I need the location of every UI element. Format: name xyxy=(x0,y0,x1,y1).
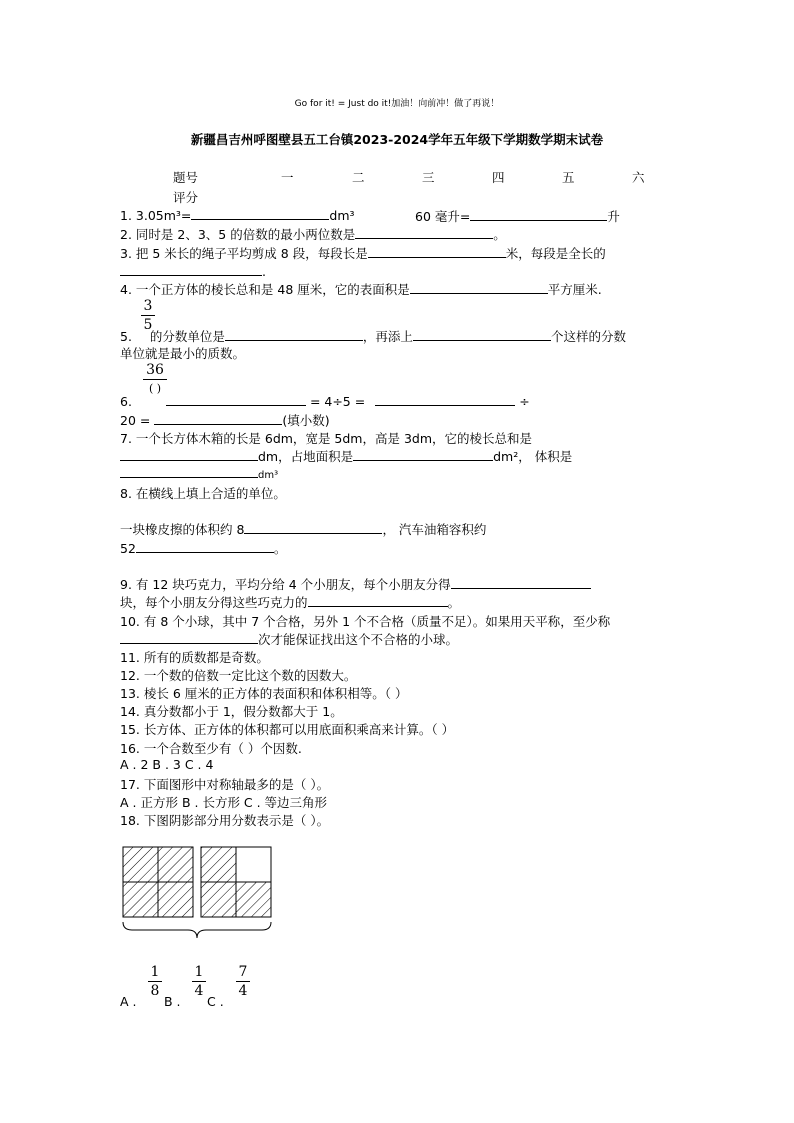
question-12: 12. 一个数的倍数一定比这个数的因数大。 xyxy=(120,668,357,683)
question-16-options[interactable]: A . 2 B . 3 C . 4 xyxy=(120,757,214,772)
q6-denominator: ( ) xyxy=(148,382,162,395)
q2-blank[interactable] xyxy=(355,226,493,239)
q2-text-a: 2. 同时是 2、3、5 的倍数的最小两位数是 xyxy=(120,227,356,242)
question-18: 18. 下图阴影部分用分数表示是（ ）。 xyxy=(120,813,330,828)
question-10-line2 xyxy=(120,630,458,648)
question-1-part2 xyxy=(415,207,620,225)
question-7-line2 xyxy=(120,447,572,465)
question-7: 7. 一个长方体木箱的长是 6dm，宽是 5dm，高是 3dm，它的棱长总和是 xyxy=(120,431,533,446)
q7-text-b: dm，占地面积是 xyxy=(258,449,354,464)
q9-blank-2[interactable] xyxy=(308,594,448,607)
question-5-line2: 单位就是最小的质数。 xyxy=(120,346,246,361)
q18-option-a-label[interactable]: A . xyxy=(120,994,137,1009)
q3-blank-2[interactable] xyxy=(120,263,262,276)
question-8: 8. 在横线上填上合适的单位。 xyxy=(120,486,286,501)
q5-denominator: 5 xyxy=(143,317,153,333)
q18-brace xyxy=(123,922,271,938)
q7-text-d: dm³ xyxy=(258,470,279,481)
q8-blank-1[interactable] xyxy=(244,521,382,534)
q18-cell-3 xyxy=(123,882,158,917)
q10-blank[interactable] xyxy=(120,631,258,644)
q9-blank-1[interactable] xyxy=(451,576,591,589)
q6-text-d: 20 = xyxy=(120,413,151,428)
q18-option-b-num: 1 xyxy=(194,964,204,980)
question-8-line3 xyxy=(120,539,286,557)
q1-blank-1[interactable] xyxy=(191,207,329,220)
question-5 xyxy=(120,327,626,345)
q6-numerator: 36 xyxy=(146,362,164,378)
score-col-3: 三 xyxy=(422,170,435,185)
question-17-options[interactable]: A . 正方形 B . 长方形 C . 等边三角形 xyxy=(120,795,328,810)
question-16: 16. 一个合数至少有（ ）个因数. xyxy=(120,741,302,756)
q1-text-d: 升 xyxy=(607,209,620,224)
q8-text-e: 。 xyxy=(273,541,287,556)
question-3 xyxy=(120,244,606,262)
q7-text-c: dm²， 体积是 xyxy=(493,449,573,464)
page-title: 新疆昌吉州呼图壁县五工台镇2023-2024学年五年级下学期数学期末试卷 xyxy=(190,132,604,147)
question-4 xyxy=(120,280,602,298)
q18-option-b-label[interactable]: B . xyxy=(164,994,181,1009)
q6-text-c: ÷ xyxy=(519,394,530,409)
q3-text-c: . xyxy=(262,264,266,279)
question-11: 11. 所有的质数都是奇数。 xyxy=(120,650,269,665)
q18-cell-7 xyxy=(201,882,236,917)
q5-blank-2[interactable] xyxy=(413,328,551,341)
q18-option-a-num: 1 xyxy=(150,964,160,980)
q4-text-b: 平方厘米. xyxy=(547,282,602,297)
question-13: 13. 棱长 6 厘米的正方体的表面积和体积相等。（ ） xyxy=(120,686,408,701)
q6-blank-2[interactable] xyxy=(375,393,515,406)
question-6-line2 xyxy=(120,411,330,429)
q8-text-c: ， 汽车油箱容积约 xyxy=(382,522,487,537)
q8-blank-2[interactable] xyxy=(136,540,274,553)
question-2 xyxy=(120,225,506,243)
question-1 xyxy=(120,207,355,223)
q18-option-a-den: 8 xyxy=(150,983,160,999)
score-table-row1-label: 题号 xyxy=(173,170,199,185)
q9-text-c: 。 xyxy=(447,595,461,610)
q1-text-a: 1. 3.05m³= xyxy=(120,208,192,223)
q3-text-b: 米，每段是全长的 xyxy=(505,246,606,261)
q7-blank-2[interactable] xyxy=(353,448,493,461)
q5-text-c: ，再添上 xyxy=(362,329,413,344)
score-table-row2-label: 评分 xyxy=(173,190,199,205)
header-motto: Go for it! = Just do it!加油！向前冲！做了再说！ xyxy=(294,99,500,109)
q6-fraction xyxy=(143,362,167,397)
score-col-1: 一 xyxy=(281,170,294,185)
q18-option-c-label[interactable]: C . xyxy=(207,994,224,1009)
score-col-2: 二 xyxy=(352,170,365,185)
score-col-4: 四 xyxy=(492,170,505,185)
q18-option-b-den: 4 xyxy=(194,983,204,999)
score-col-6: 六 xyxy=(632,170,645,185)
q6-text-a: 6. xyxy=(120,394,132,409)
question-10: 10. 有 8 个小球，其中 7 个合格，另外 1 个不合格（质量不足）。如果用天平称，至少称 xyxy=(120,614,611,629)
q3-blank-1[interactable] xyxy=(368,245,506,258)
question-9-line2 xyxy=(120,593,460,611)
question-14: 14. 真分数都小于 1，假分数都大于 1。 xyxy=(120,704,343,719)
q8-text-d: 52 xyxy=(120,541,136,556)
question-3-line2 xyxy=(120,263,266,279)
q18-cell-6 xyxy=(236,847,271,882)
q18-option-b-fraction[interactable] xyxy=(192,964,206,999)
q18-cell-1 xyxy=(123,847,158,882)
question-6 xyxy=(120,393,530,409)
q8-text-b: 一块橡皮擦的体积约 8 xyxy=(120,522,245,537)
q6-text-e: (填小数) xyxy=(282,413,330,428)
q7-blank-1[interactable] xyxy=(120,448,258,461)
q18-cell-2 xyxy=(158,847,193,882)
q18-option-c-fraction[interactable] xyxy=(236,964,250,999)
q9-text-b: 块，每个小朋友分得这些巧克力的 xyxy=(120,595,308,610)
q6-text-b: = 4÷5 = xyxy=(309,394,366,409)
q9-text-a: 9. 有 12 块巧克力，平均分给 4 个小朋友，每个小朋友分得 xyxy=(120,577,451,592)
q1-blank-2[interactable] xyxy=(470,208,607,221)
q2-text-b: 。 xyxy=(493,227,506,242)
q5-text-d: 个这样的分数 xyxy=(550,329,626,344)
q1-text-c: 60 毫升= xyxy=(415,209,471,224)
q4-text-a: 4. 一个正方体的棱长总和是 48 厘米，它的表面积是 xyxy=(120,282,410,297)
question-7-line3 xyxy=(120,465,278,481)
q18-cell-4 xyxy=(158,882,193,917)
q5-text-a: 5. xyxy=(120,329,136,344)
q4-blank[interactable] xyxy=(410,281,548,294)
q10-text-b: 次才能保证找出这个不合格的小球。 xyxy=(258,632,459,647)
q1-text-b: dm³ xyxy=(329,208,355,223)
question-8-line2 xyxy=(120,520,486,538)
score-col-5: 五 xyxy=(562,170,575,185)
q18-cell-8 xyxy=(236,882,271,917)
question-17: 17. 下面图形中对称轴最多的是（ ）。 xyxy=(120,777,330,792)
q3-text-a: 3. 把 5 米长的绳子平均剪成 8 段，每段长是 xyxy=(120,246,368,261)
q6-blank-1[interactable] xyxy=(166,393,306,406)
q18-option-c-num: 7 xyxy=(238,964,248,980)
q18-option-a-fraction[interactable] xyxy=(148,964,162,999)
q5-numerator: 3 xyxy=(143,298,153,314)
q18-figure xyxy=(118,842,278,947)
q5-blank-1[interactable] xyxy=(225,328,363,341)
q6-blank-3[interactable] xyxy=(154,412,282,425)
q18-option-c-den: 4 xyxy=(238,983,248,999)
q7-blank-3[interactable] xyxy=(120,465,258,478)
question-15: 15. 长方体、正方体的体积都可以用底面积乘高来计算。（ ） xyxy=(120,722,455,737)
q5-text-b: 的分数单位是 xyxy=(149,329,225,344)
question-9 xyxy=(120,575,591,593)
q18-cell-5 xyxy=(201,847,236,882)
